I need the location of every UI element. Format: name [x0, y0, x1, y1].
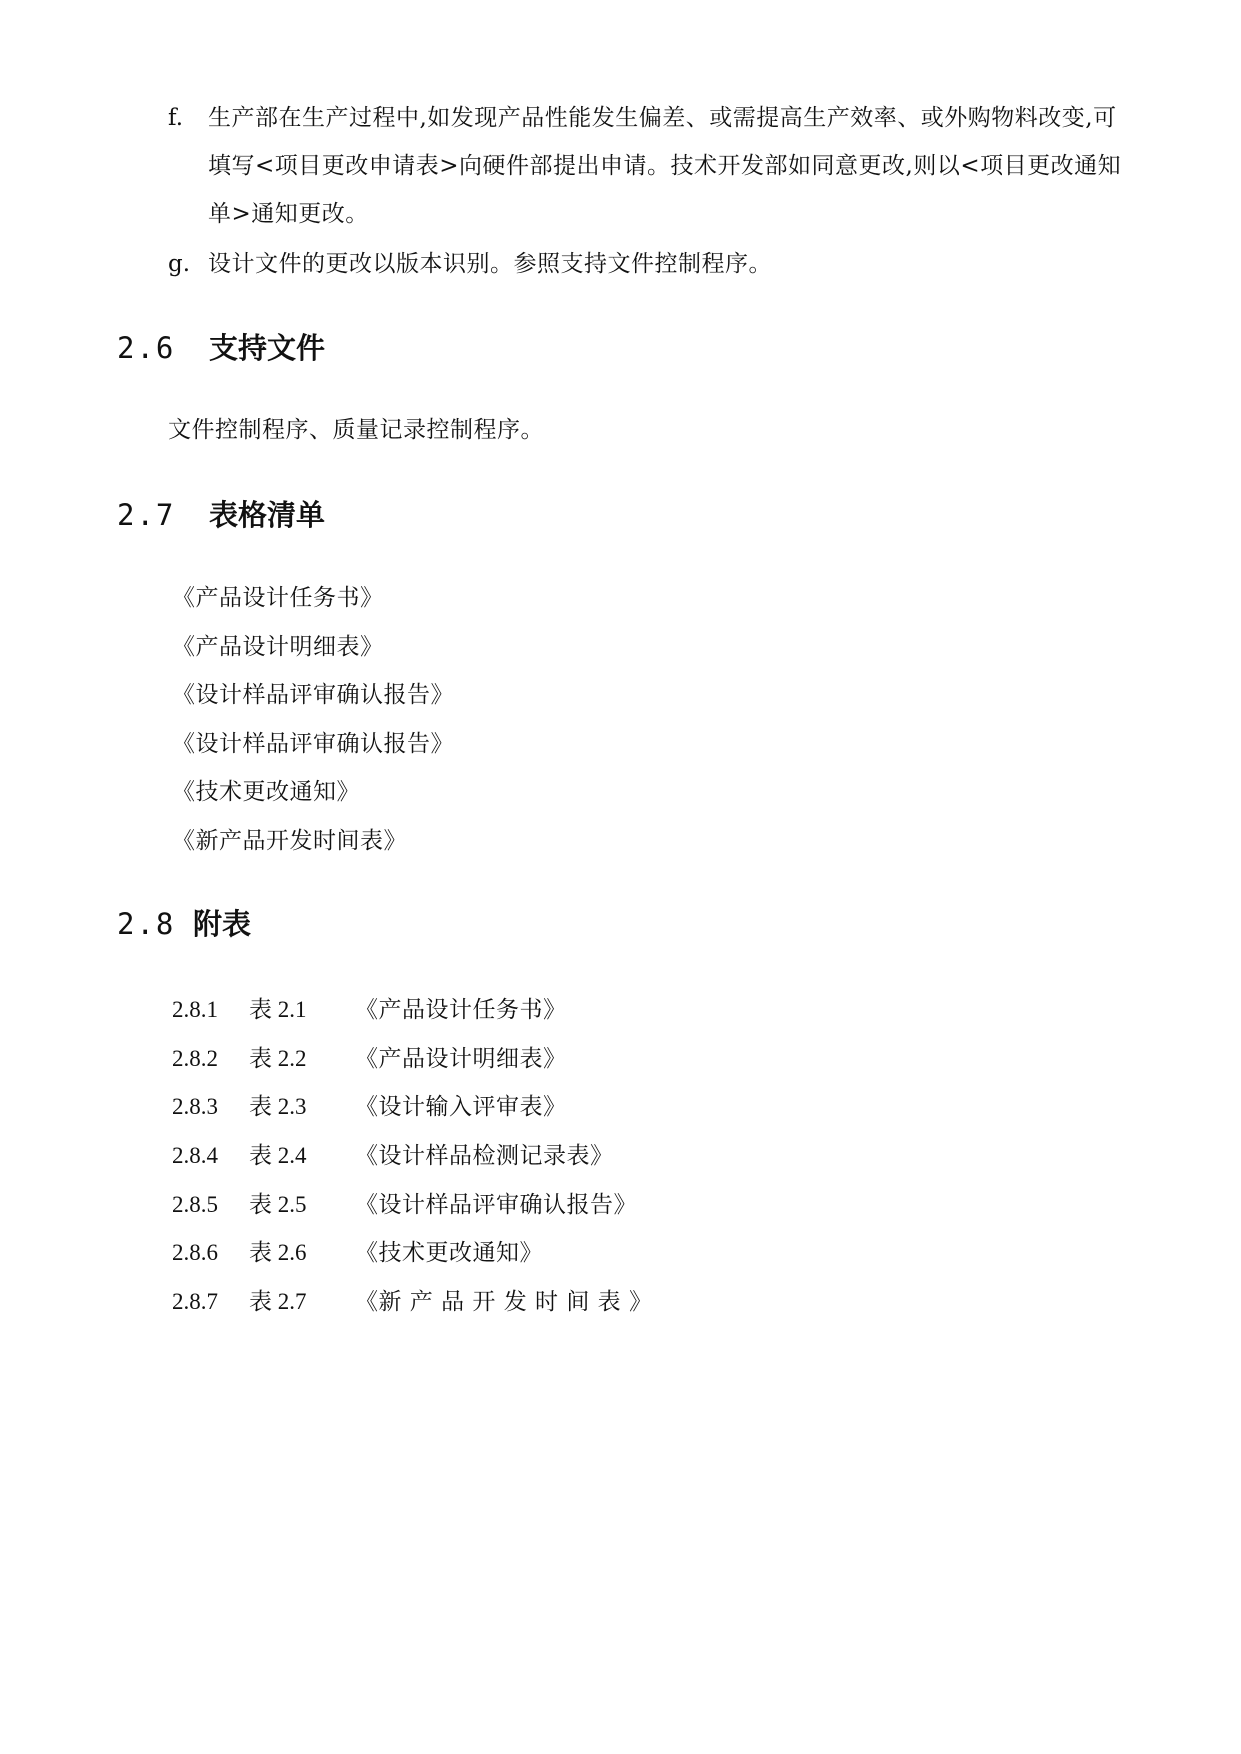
- appendix-number: 2.8.7: [172, 1289, 218, 1315]
- section-number: 2.8: [117, 907, 176, 941]
- list-item: 《技术更改通知》: [172, 779, 360, 805]
- clause-g: [168, 240, 1128, 288]
- appendix-table-ref: 表 2.4: [249, 1143, 307, 1169]
- appendix-number: 2.8.3: [172, 1094, 218, 1120]
- section-title: 附表: [193, 907, 252, 941]
- list-item: 《设计样品评审确认报告》: [172, 682, 454, 708]
- appendix-number: 2.8.5: [172, 1191, 218, 1217]
- appendix-number: 2.8.2: [172, 1045, 218, 1071]
- appendix-table-ref: 表 2.3: [249, 1094, 307, 1120]
- appendix-row: [172, 1235, 653, 1284]
- appendix-title: 《设计样品评审确认报告》: [355, 1191, 637, 1218]
- list-item: 《设计样品评审确认报告》: [172, 730, 454, 757]
- appendix-title: 《设计输入评审表》: [355, 1094, 567, 1121]
- support-documents-text: 文件控制程序、质量记录控制程序。: [168, 417, 544, 443]
- appendix-table-ref: 表 2.6: [249, 1240, 307, 1266]
- form-list: [172, 580, 454, 871]
- appendix-number: 2.8.1: [172, 997, 218, 1022]
- clause-marker: f.: [168, 105, 184, 131]
- appendix-title: 《产品设计明细表》: [355, 1045, 567, 1072]
- appendix-table-ref: 表 2.5: [249, 1191, 307, 1217]
- section-number: 2.7: [117, 498, 176, 532]
- appendix-row: [172, 1041, 653, 1090]
- section-heading-support: [117, 328, 325, 368]
- clause-text: 生产部在生产过程中,如发现产品性能发生偏差、或需提高生产效率、或外购物料改变,可填写<项目更改申请表>向硬件部提出申请。技术开发部如同意更改,则以<项目更改通知单>通知更改。: [208, 105, 1122, 227]
- appendix-row: [172, 1089, 653, 1138]
- clause-f: [168, 94, 1128, 238]
- list-item: 《产品设计明细表》: [172, 633, 384, 660]
- section-number: 2.6: [117, 331, 176, 365]
- appendix-table-ref: 表 2.2: [249, 1045, 307, 1071]
- appendix-title: 《技术更改通知》: [355, 1240, 543, 1267]
- list-item: 《产品设计任务书》: [172, 585, 384, 611]
- appendix-table-ref: 表 2.7: [249, 1289, 307, 1315]
- appendix-row: [172, 1138, 653, 1187]
- appendix-number: 2.8.6: [172, 1240, 218, 1266]
- appendix-list: [172, 992, 653, 1333]
- section-title: 表格清单: [209, 498, 326, 532]
- appendix-row: [172, 1187, 653, 1236]
- appendix-row: [172, 1284, 653, 1333]
- appendix-row: [172, 992, 653, 1041]
- section-heading-appendix: [117, 904, 251, 944]
- list-item: 《新产品开发时间表》: [172, 827, 407, 854]
- clause-text: 设计文件的更改以版本识别。参照支持文件控制程序。: [208, 251, 772, 277]
- section-heading-forms: [117, 495, 325, 535]
- appendix-table-ref: 表 2.1: [249, 997, 307, 1022]
- clause-marker: g.: [168, 251, 191, 277]
- appendix-title: 《新 产 品 开 发 时 间 表 》: [355, 1289, 653, 1316]
- section-title: 支持文件: [209, 331, 326, 365]
- appendix-title: 《设计样品检测记录表》: [355, 1143, 614, 1170]
- appendix-number: 2.8.4: [172, 1143, 218, 1169]
- appendix-title: 《产品设计任务书》: [355, 997, 567, 1023]
